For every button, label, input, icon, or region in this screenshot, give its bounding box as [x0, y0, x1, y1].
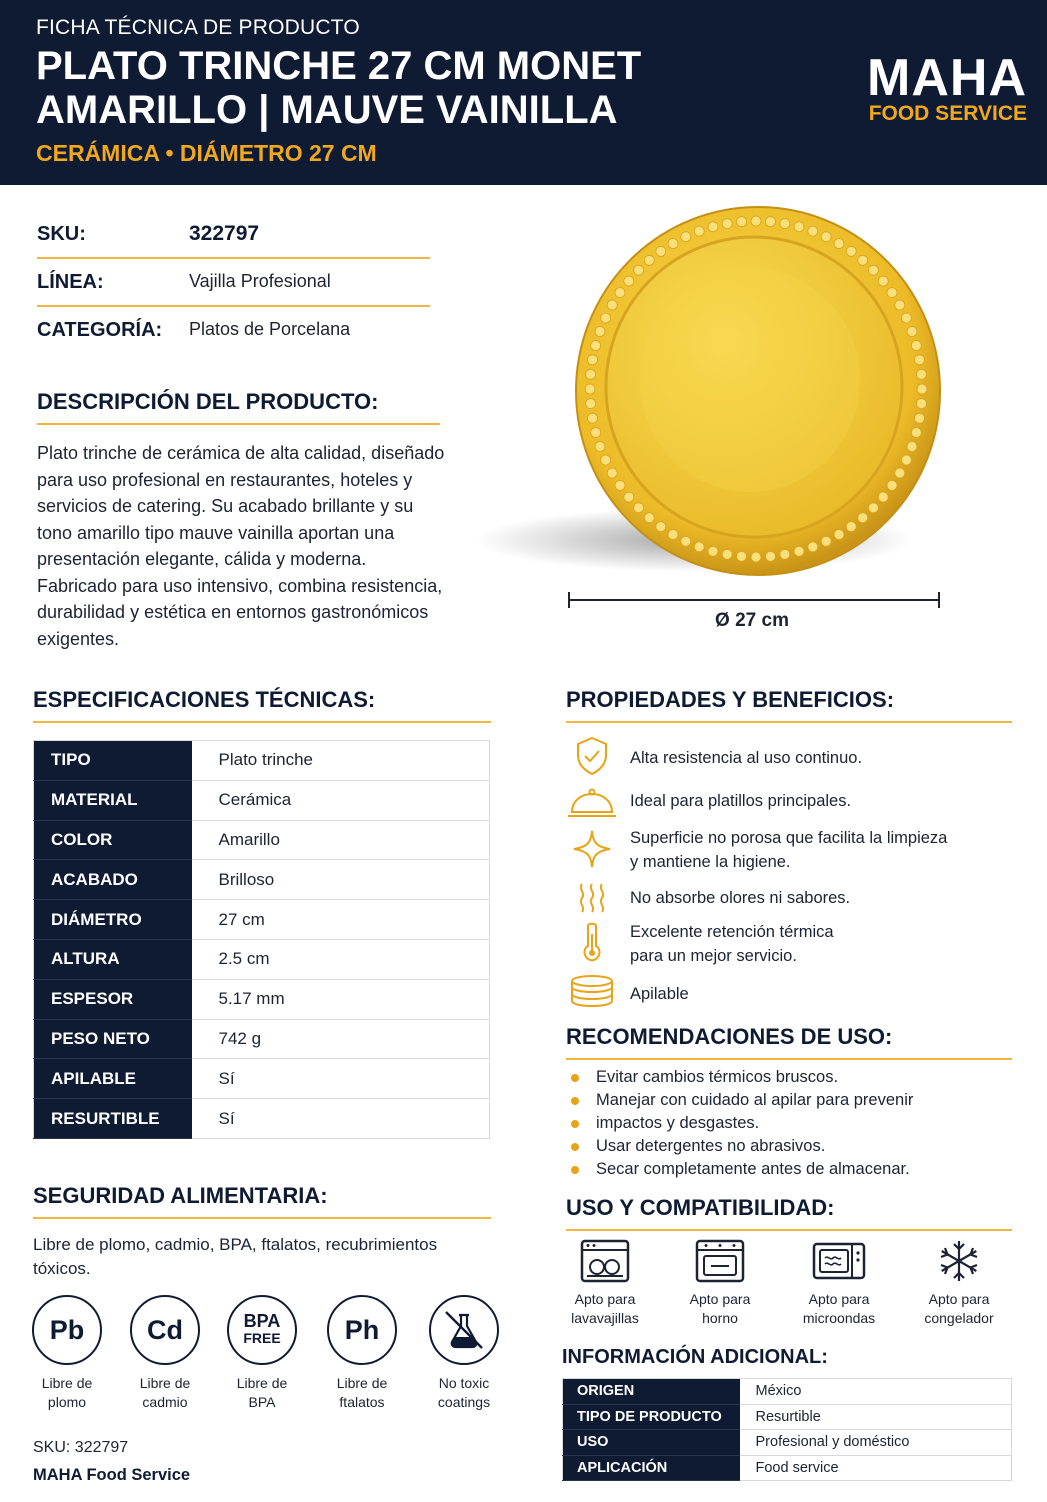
- plate-bead: [868, 503, 878, 513]
- spec-value: Sí: [192, 1059, 490, 1099]
- plate-bead: [868, 265, 878, 275]
- plate-bead: [834, 239, 844, 249]
- cloche-icon: [566, 784, 618, 824]
- plate-bead: [751, 216, 761, 226]
- table-row: [34, 1019, 490, 1059]
- plate-bead: [916, 399, 926, 409]
- plate-bead: [834, 530, 844, 540]
- plate-bead: [907, 442, 917, 452]
- plate-bead: [634, 265, 644, 275]
- plate-bead: [751, 552, 761, 562]
- benefit-text-line: Superficie no porosa que facilita la limpieza: [630, 829, 948, 847]
- document-kicker: FICHA TÉCNICA DE PRODUCTO: [36, 16, 360, 39]
- benefit-text-line: para un mejor servicio.: [630, 947, 797, 965]
- plate-bead: [911, 341, 921, 351]
- compat-title: USO Y COMPATIBILIDAD:: [566, 1195, 1012, 1231]
- plate-bead: [634, 503, 644, 513]
- plate-bead: [794, 546, 804, 556]
- compat-label: Apto para lavavajillas: [571, 1291, 639, 1326]
- spec-value: 742 g: [192, 1019, 490, 1059]
- benefit-text: No absorbe olores ni sabores.: [630, 889, 851, 907]
- compat-item: [665, 1238, 775, 1328]
- plate-bead: [858, 513, 868, 523]
- plate-bead: [694, 542, 704, 552]
- safety-title: SEGURIDAD ALIMENTARIA:: [33, 1183, 491, 1219]
- plate-bead: [808, 226, 818, 236]
- plate-bead: [766, 551, 776, 561]
- table-row: [34, 979, 490, 1019]
- spec-value: Brilloso: [192, 860, 490, 900]
- spec-label: ESPESOR: [34, 979, 192, 1019]
- info-value: Resurtible: [740, 1404, 1012, 1430]
- lead-free-icon: Pb: [32, 1295, 102, 1365]
- plate-bead: [858, 255, 868, 265]
- spec-label: TIPO: [34, 741, 192, 781]
- badge-no-toxic-coatings: No toxic coatings: [424, 1295, 504, 1412]
- description-text: Plato trinche de cerámica de alta calidad, diseñado para uso profesional en restaurantes, hoteles y servicios de catering. Su acabado brillante y su tono amarillo tipo mauve vainilla aportan una presentación elegante, cálida y moderna. Fabricado para uso intensivo, combina resistencia, durabilidad y estética en entornos gastronómicos exigentes.: [37, 443, 445, 649]
- recommendations-list: [570, 1066, 913, 1181]
- dimension-label: Ø 27 cm: [715, 610, 789, 631]
- plate-bead: [656, 522, 666, 532]
- plate-bead: [681, 232, 691, 242]
- brand-logo-name: MAHA: [867, 49, 1027, 107]
- plate-bead: [586, 369, 596, 379]
- plate-bead: [615, 480, 625, 490]
- sparkle-icon: [566, 829, 618, 869]
- bullet-icon: [571, 1074, 579, 1082]
- info-row-categoria: [37, 307, 430, 355]
- bullet-icon: [571, 1143, 579, 1151]
- plate-bead: [694, 226, 704, 236]
- plate-bead: [607, 468, 617, 478]
- stacked-plates-icon: [566, 972, 618, 1012]
- dimension-line: [568, 590, 940, 610]
- plate-bead: [644, 255, 654, 265]
- spec-value: Cerámica: [192, 780, 490, 820]
- plate-bead: [595, 327, 605, 337]
- shield-check-icon: [566, 736, 618, 776]
- compat-label: Apto para horno: [689, 1291, 751, 1326]
- thermometer-icon: [566, 922, 618, 962]
- list-item: Manejar con cuidado al apilar para prevenir: [570, 1089, 913, 1112]
- table-row: [563, 1404, 1012, 1430]
- snowflake-icon: [935, 1238, 983, 1284]
- plate-bead: [681, 536, 691, 546]
- compat-item: [550, 1238, 660, 1328]
- spec-label: COLOR: [34, 820, 192, 860]
- table-row: [34, 939, 490, 979]
- benefit-text: Alta resistencia al uso continuo.: [630, 749, 863, 767]
- plate-bead: [708, 222, 718, 232]
- plate-bead: [708, 546, 718, 556]
- additional-info-table: [562, 1378, 1012, 1481]
- plate-bead: [624, 492, 634, 502]
- plate-bead: [607, 300, 617, 310]
- plate-bead: [901, 313, 911, 323]
- cadmium-free-icon: Cd: [130, 1295, 200, 1365]
- microwave-icon: [811, 1238, 867, 1284]
- badge-bpa-free: BPA FREE Libre de BPA: [222, 1295, 302, 1412]
- recommendations-title: RECOMENDACIONES DE USO:: [566, 1024, 1012, 1060]
- badge-lead-free: Pb Libre de plomo: [27, 1295, 107, 1412]
- info-value: Vajilla Profesional: [189, 271, 331, 291]
- benefit-text: [630, 920, 834, 968]
- plate-bead: [615, 288, 625, 298]
- bullet-icon: [571, 1166, 579, 1174]
- plate-bead: [624, 276, 634, 286]
- benefit-text: Apilable: [630, 985, 689, 1003]
- plate-bead: [895, 468, 905, 478]
- spec-value: 5.17 mm: [192, 979, 490, 1019]
- plate-bead: [780, 549, 790, 559]
- product-title: PLATO TRINCHE 27 CM MONET AMARILLO | MAUVE VAINILLA: [36, 44, 642, 132]
- info-label: LÍNEA:: [37, 271, 104, 293]
- info-label: APLICACIÓN: [563, 1455, 740, 1481]
- oven-icon: [694, 1238, 746, 1284]
- plate-bead: [737, 217, 747, 227]
- plate-bead: [887, 288, 897, 298]
- plate-bead: [821, 232, 831, 242]
- info-row-linea: [37, 259, 430, 307]
- plate-bead: [722, 549, 732, 559]
- list-item: Usar detergentes no abrasivos.: [570, 1135, 913, 1158]
- plate-bead: [846, 522, 856, 532]
- info-value: 322797: [189, 222, 260, 245]
- list-item: impactos y desgastes.: [570, 1112, 913, 1135]
- info-value: Food service: [740, 1455, 1012, 1481]
- spec-label: RESURTIBLE: [34, 1099, 192, 1139]
- footer-sku: SKU: 322797: [33, 1439, 129, 1456]
- info-label: USO: [563, 1430, 740, 1456]
- table-row: [34, 780, 490, 820]
- plate-bead: [821, 536, 831, 546]
- spec-label: APILABLE: [34, 1059, 192, 1099]
- plate-bead: [846, 246, 856, 256]
- plate-bead: [907, 327, 917, 337]
- plate-bead: [668, 239, 678, 249]
- bpa-free-icon: BPA FREE: [227, 1295, 297, 1365]
- plate-bead: [916, 369, 926, 379]
- spec-label: ALTURA: [34, 939, 192, 979]
- spec-label: PESO NETO: [34, 1019, 192, 1059]
- compat-label: Apto para microondas: [802, 1291, 876, 1326]
- plate-bead: [911, 428, 921, 438]
- plate-bead: [794, 222, 804, 232]
- badge-phthalate-free: Ph Libre de ftalatos: [322, 1295, 402, 1412]
- benefit-text-line: Excelente retención térmica: [630, 923, 834, 941]
- no-toxic-flask-icon: [429, 1295, 499, 1365]
- spec-value: Amarillo: [192, 820, 490, 860]
- spec-value: 27 cm: [192, 900, 490, 940]
- plate-bead: [780, 219, 790, 229]
- table-row: [563, 1430, 1012, 1456]
- footer-brand: MAHA Food Service: [33, 1466, 191, 1484]
- phthalate-free-icon: Ph: [327, 1295, 397, 1365]
- safety-text: Libre de plomo, cadmio, BPA, ftalatos, recubrimientos tóxicos.: [33, 1235, 438, 1278]
- product-image-plate: [470, 195, 970, 595]
- info-value: Profesional y doméstico: [740, 1430, 1012, 1456]
- badge-cadmium-free: Cd Libre de cadmio: [125, 1295, 205, 1412]
- table-row: [34, 900, 490, 940]
- spec-label: MATERIAL: [34, 780, 192, 820]
- additional-info-title: INFORMACIÓN ADICIONAL:: [562, 1346, 828, 1368]
- specs-title: ESPECIFICACIONES TÉCNICAS:: [33, 687, 491, 723]
- benefit-text-line: y mantiene la higiene.: [630, 853, 791, 871]
- spec-label: ACABADO: [34, 860, 192, 900]
- brand-logo-tag: FOOD SERVICE: [868, 102, 1027, 125]
- benefits-title: PROPIEDADES Y BENEFICIOS:: [566, 687, 1012, 723]
- spec-label: DIÁMETRO: [34, 900, 192, 940]
- plate-bead: [644, 513, 654, 523]
- plate-bead: [878, 276, 888, 286]
- info-row-sku: [37, 211, 430, 259]
- plate-bead: [887, 480, 897, 490]
- plate-bead: [722, 219, 732, 229]
- plate-bead: [586, 399, 596, 409]
- compat-item: [904, 1238, 1014, 1328]
- list-item: Evitar cambios térmicos bruscos.: [570, 1066, 913, 1089]
- plate-bead: [901, 455, 911, 465]
- compat-label: Apto para congelador: [924, 1291, 994, 1326]
- odor-waves-icon: [566, 878, 618, 918]
- plate-bead: [915, 355, 925, 365]
- plate-bead: [591, 341, 601, 351]
- product-subtitle: CERÁMICA • DIÁMETRO 27 CM: [36, 140, 377, 166]
- table-row: [34, 1099, 490, 1139]
- plate-bead: [808, 542, 818, 552]
- info-label: ORIGEN: [563, 1379, 740, 1405]
- table-row: [34, 741, 490, 781]
- description-title: DESCRIPCIÓN DEL PRODUCTO:: [37, 389, 440, 425]
- benefit-text: [630, 826, 947, 874]
- plate-bead: [588, 413, 598, 423]
- table-row: [34, 1059, 490, 1099]
- spec-value: Sí: [192, 1099, 490, 1139]
- header-banner: [0, 0, 1047, 185]
- table-row: [563, 1455, 1012, 1481]
- info-label: TIPO DE PRODUCTO: [563, 1404, 740, 1430]
- spec-value: 2.5 cm: [192, 939, 490, 979]
- plate-bead: [895, 300, 905, 310]
- list-item: Secar completamente antes de almacenar.: [570, 1158, 913, 1181]
- bullet-icon: [571, 1097, 579, 1105]
- plate-bead: [595, 442, 605, 452]
- benefit-text: Ideal para platillos principales.: [630, 792, 852, 810]
- plate-bead: [737, 551, 747, 561]
- info-label: CATEGORÍA:: [37, 319, 163, 341]
- info-label: SKU:: [37, 223, 86, 245]
- plate-bead: [588, 355, 598, 365]
- compat-item: [784, 1238, 894, 1328]
- bullet-icon: [571, 1120, 579, 1128]
- plate-bead: [601, 455, 611, 465]
- spec-value: Plato trinche: [192, 741, 490, 781]
- plate-bead: [878, 492, 888, 502]
- specs-table: [33, 740, 490, 1139]
- table-row: [34, 820, 490, 860]
- table-row: [34, 860, 490, 900]
- info-value: Platos de Porcelana: [189, 319, 351, 339]
- dishwasher-icon: [579, 1238, 631, 1284]
- table-row: [563, 1379, 1012, 1405]
- plate-bead: [591, 428, 601, 438]
- plate-bead: [601, 313, 611, 323]
- plate-bead: [668, 530, 678, 540]
- plate-bead: [915, 413, 925, 423]
- plate-bead: [656, 246, 666, 256]
- plate-bead: [917, 384, 927, 394]
- plate-bead: [766, 217, 776, 227]
- plate-bead: [585, 384, 595, 394]
- info-value: México: [740, 1379, 1012, 1405]
